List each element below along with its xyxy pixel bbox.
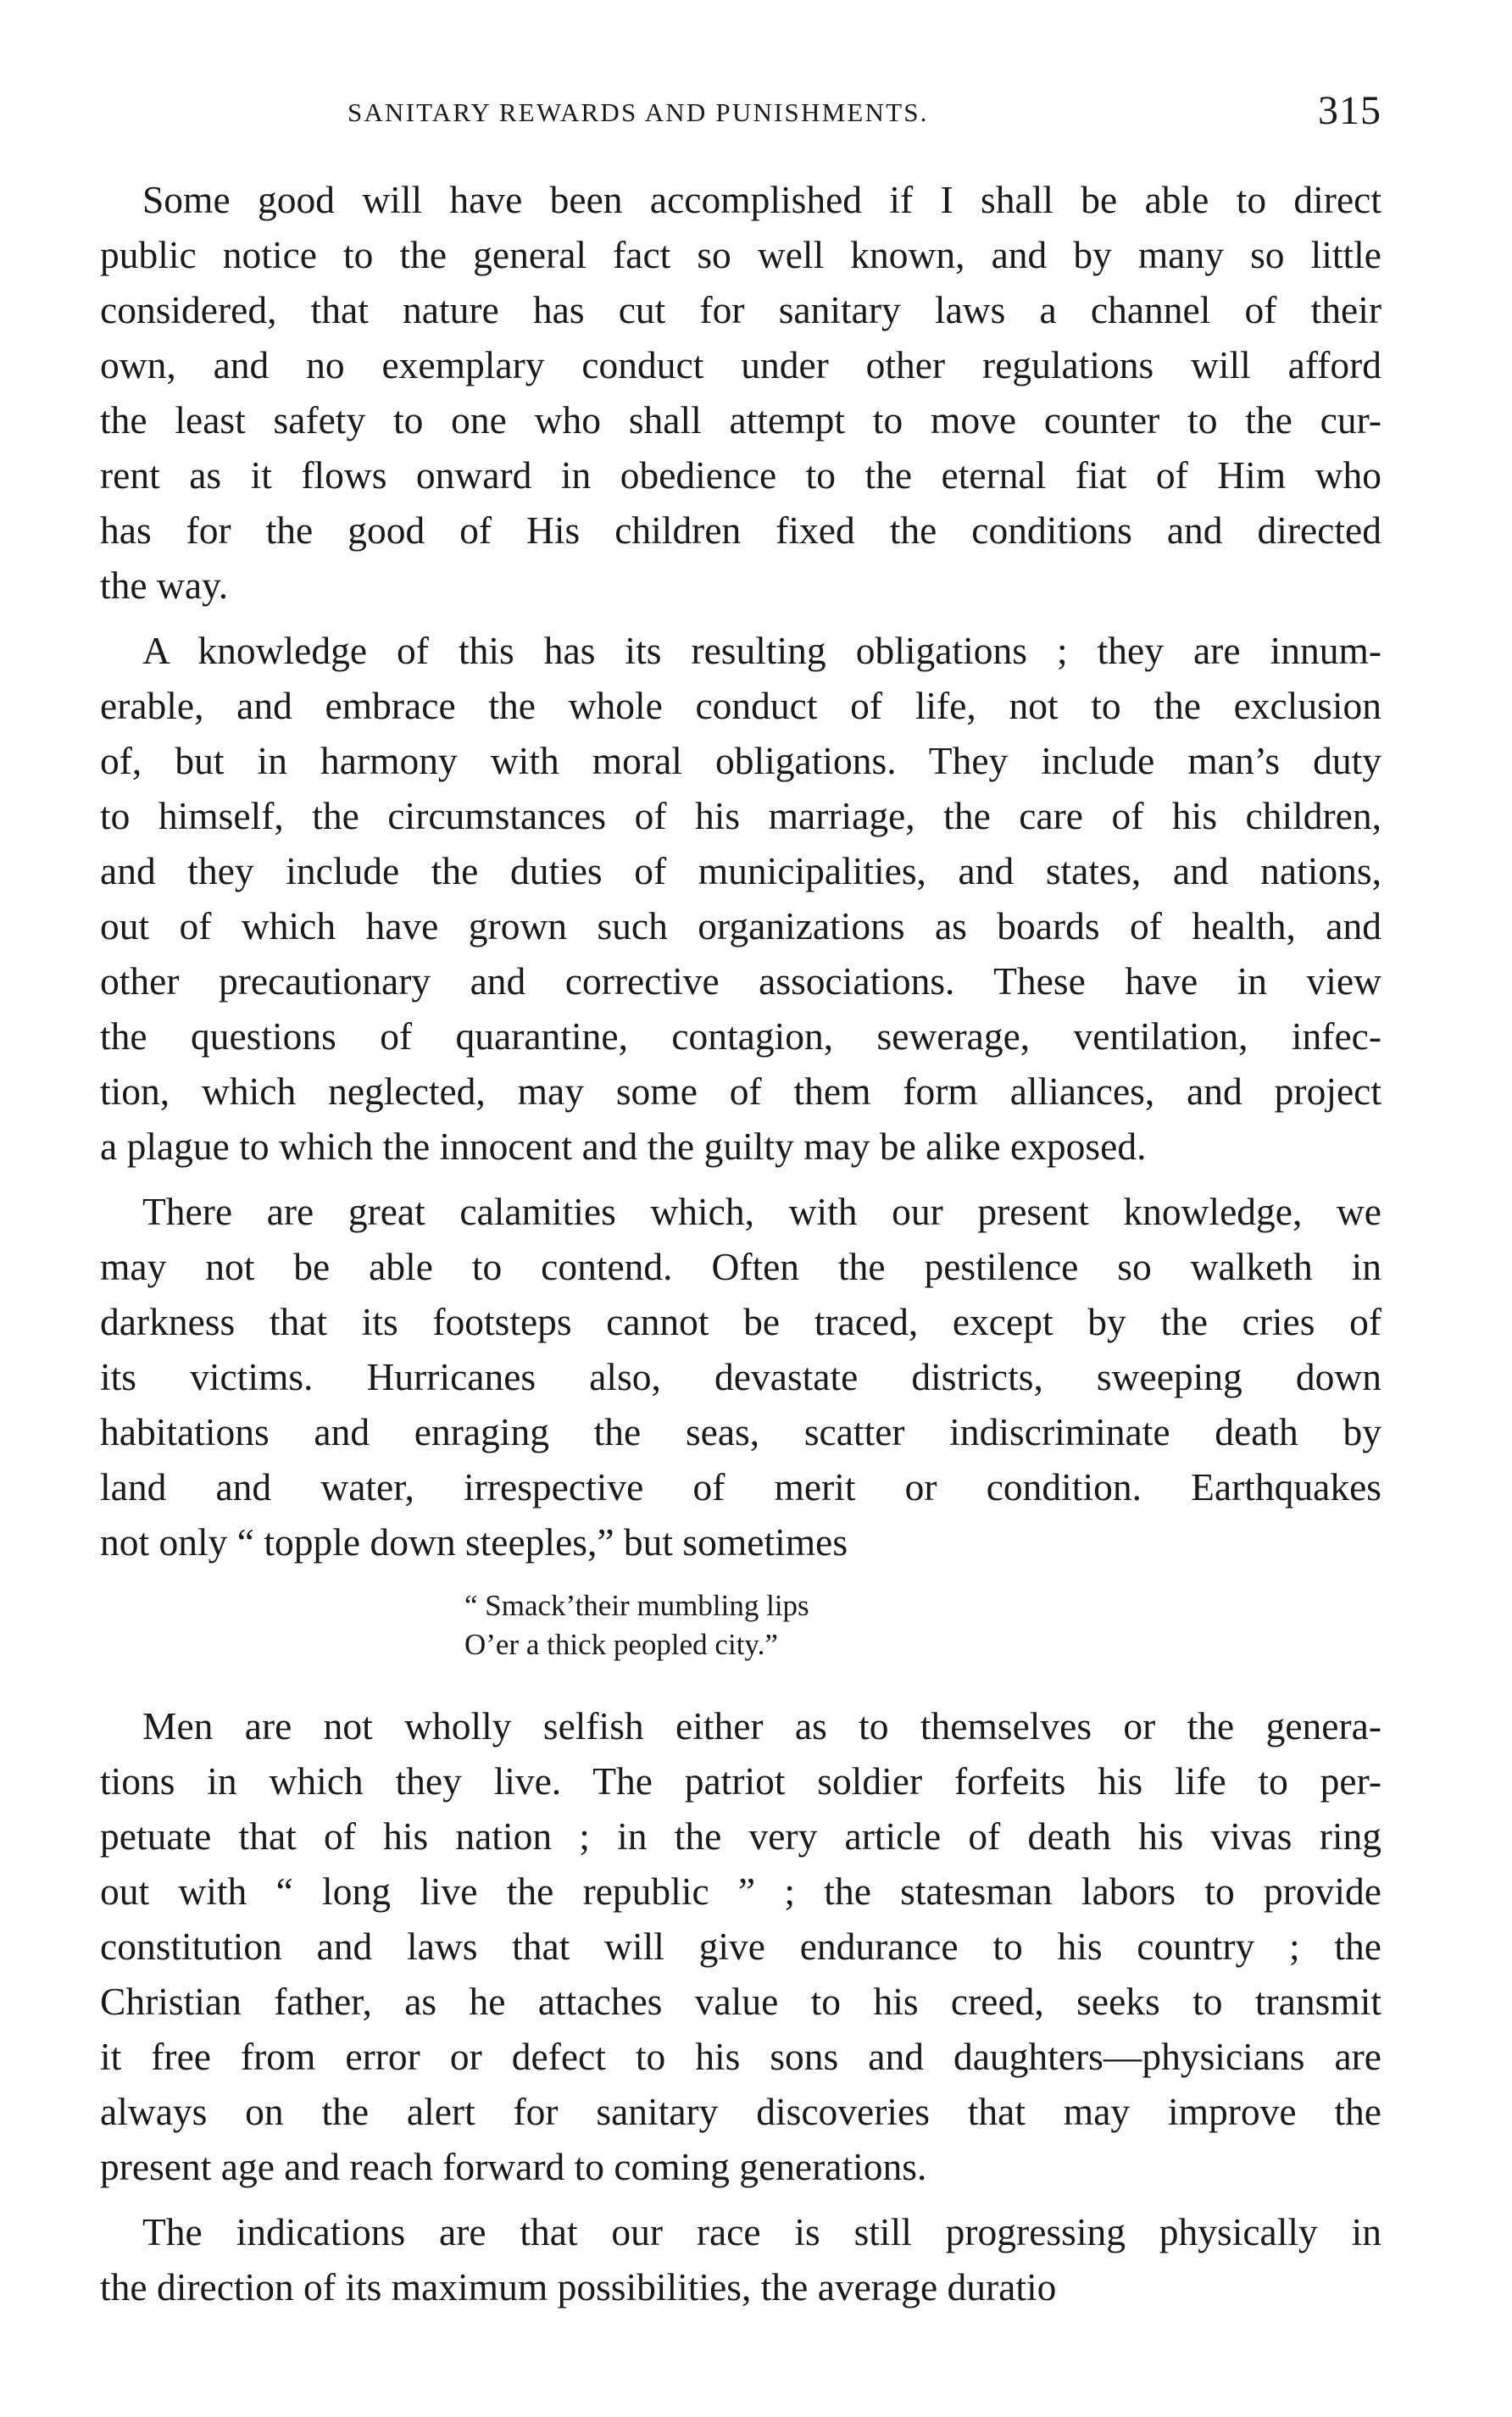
running-title: SANITARY REWARDS AND PUNISHMENTS.	[347, 97, 929, 127]
text-line: tion, which neglected, may some of them form alliances, and project	[100, 1070, 1381, 1113]
text-line: it free from error or defect to his sons and daughters—physicians are	[100, 2035, 1381, 2078]
text-line: There are great calamities which, with our present knowledge, we	[142, 1190, 1381, 1233]
text-line: tions in which they live. The patriot soldier forfeits his life to per-	[100, 1759, 1381, 1803]
text-line: a plague to which the innocent and the guilty may be alike exposed.	[100, 1125, 1147, 1168]
text-line: has for the good of His children fixed the conditions and directed	[100, 508, 1381, 552]
verse-line: “ Smack’their mumbling lips	[464, 1589, 809, 1622]
text-line: to himself, the circumstances of his marriage, the care of his children,	[100, 794, 1381, 837]
text-line: out with “ long live the republic ” ; the statesman labors to provide	[100, 1870, 1381, 1913]
page-number: 315	[1318, 88, 1381, 133]
text-line: darkness that its footsteps cannot be traced, except by the cries of	[100, 1300, 1381, 1343]
text-line: petuate that of his nation ; in the very article of death his vivas ring	[100, 1814, 1381, 1858]
text-line: of, but in harmony with moral obligations. They include man’s duty	[100, 739, 1381, 782]
paragraph-2	[100, 623, 1381, 1174]
book-page	[100, 81, 1381, 2325]
text-line: the way.	[100, 564, 229, 607]
text-line: rent as it flows onward in obedience to the eternal fiat of Him who	[100, 453, 1381, 497]
text-line: Christian father, as he attaches value to his creed, seeks to transmit	[100, 1980, 1381, 2023]
text-line: the least safety to one who shall attempt to move counter to the cur-	[100, 398, 1381, 442]
paragraph-1	[100, 172, 1381, 613]
text-line: A knowledge of this has its resulting obligations ; they are innum-	[142, 629, 1381, 672]
text-line: not only “ topple down steeples,” but sometimes	[100, 1520, 848, 1564]
paragraph-3	[100, 1184, 1381, 1570]
text-line: out of which have grown such organizations as boards of health, and	[100, 904, 1381, 947]
text-line: The indications are that our race is still progressing physically in	[142, 2210, 1381, 2253]
text-line: considered, that nature has cut for sanitary laws a channel of their	[100, 288, 1381, 331]
text-line: erable, and embrace the whole conduct of life, not to the exclusion	[100, 684, 1381, 727]
text-line: Men are not wholly selfish either as to themselves or the genera-	[142, 1704, 1381, 1747]
text-line: land and water, irrespective of merit or condition. Earthquakes	[100, 1465, 1381, 1509]
text-line: public notice to the general fact so well known, and by many so little	[100, 233, 1381, 276]
paragraph-4	[100, 1698, 1381, 2194]
text-line: may not be able to contend. Often the pestilence so walketh in	[100, 1245, 1381, 1288]
text-line: Some good will have been accomplished if I shall be able to direct	[142, 178, 1381, 221]
paragraph-5	[100, 2204, 1381, 2314]
verse-quotation	[464, 1586, 1381, 1664]
text-line: and they include the duties of municipalities, and states, and nations,	[100, 849, 1381, 892]
verse-line: O’er a thick peopled city.”	[464, 1628, 778, 1661]
text-line: constitution and laws that will give endurance to his country ; the	[100, 1925, 1381, 1968]
text-line: present age and reach forward to coming generations.	[100, 2145, 927, 2188]
text-line: the questions of quarantine, contagion, sewerage, ventilation, infec-	[100, 1014, 1381, 1058]
text-line: its victims. Hurricanes also, devastate districts, sweeping down	[100, 1355, 1381, 1398]
running-head	[100, 81, 1381, 148]
text-line: other precautionary and corrective associations. These have in view	[100, 959, 1381, 1003]
text-line: own, and no exemplary conduct under other regulations will afford	[100, 343, 1381, 386]
text-line: the direction of its maximum possibilities, the average duratio	[100, 2265, 1057, 2309]
text-line: always on the alert for sanitary discoveries that may improve the	[100, 2090, 1381, 2133]
text-line: habitations and enraging the seas, scatter indiscriminate death by	[100, 1410, 1381, 1453]
